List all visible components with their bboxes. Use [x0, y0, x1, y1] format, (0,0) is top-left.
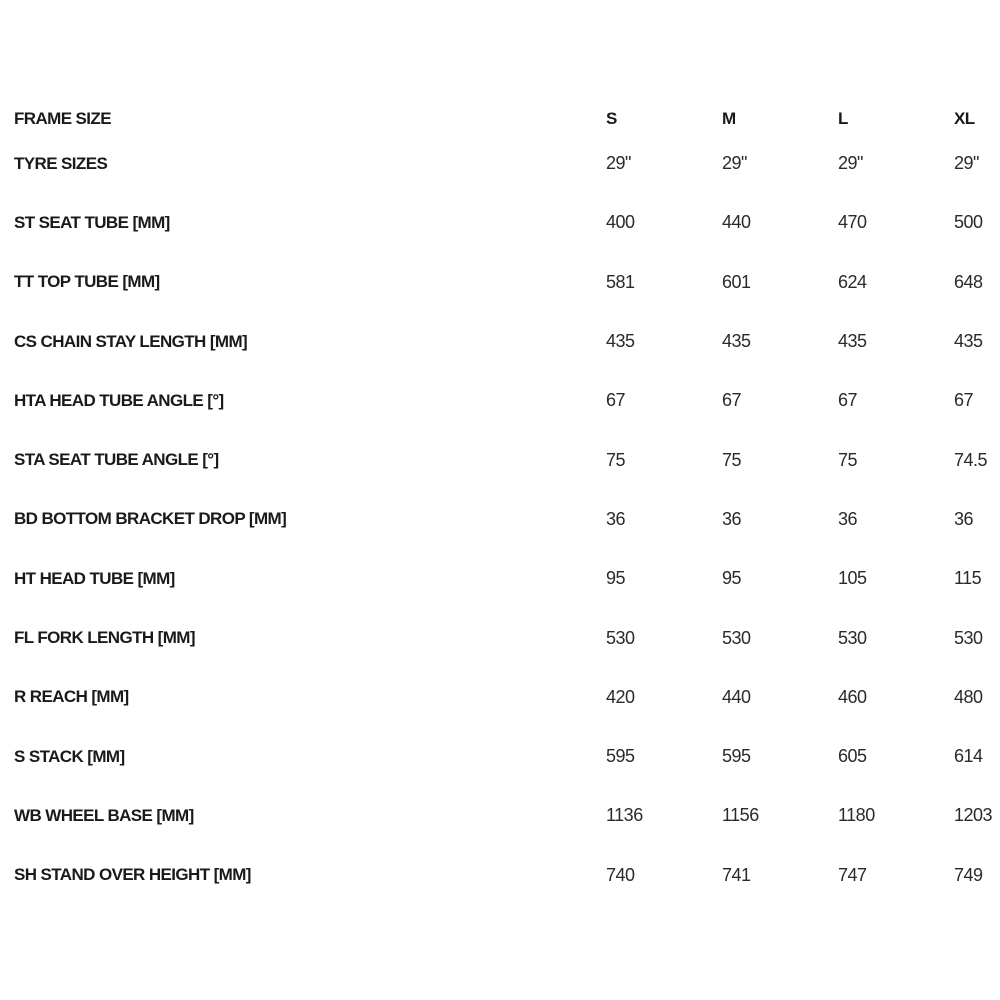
value-cell-m: 1156	[722, 805, 759, 826]
value-cell-s: 1136	[606, 805, 643, 826]
table-row	[14, 253, 1000, 312]
row-label: TT TOP TUBE [MM]	[14, 272, 160, 292]
value-cell-s: 740	[606, 864, 635, 885]
value-cell-l: 624	[838, 271, 867, 292]
row-label: CS CHAIN STAY LENGTH [MM]	[14, 331, 248, 351]
value-cell-xl: 480	[954, 686, 983, 707]
table-row	[14, 134, 1000, 193]
value-cell-s: 75	[606, 449, 626, 470]
table-row	[14, 371, 1000, 430]
table-body	[14, 134, 1000, 905]
value-cell-l: 36	[838, 508, 858, 529]
value-cell-xl: 500	[954, 212, 983, 233]
value-cell-xl: 36	[954, 508, 974, 529]
value-cell-m: 67	[722, 390, 742, 411]
row-label: TYRE SIZES	[14, 153, 108, 173]
row-label: FL FORK LENGTH [MM]	[14, 628, 195, 648]
row-label: HTA HEAD TUBE ANGLE [°]	[14, 390, 224, 410]
row-label: WB WHEEL BASE [MM]	[14, 805, 194, 825]
table-row	[14, 608, 1000, 667]
frame-geometry-table	[14, 104, 1000, 905]
table-row	[14, 786, 1000, 845]
row-label: STA SEAT TUBE ANGLE [°]	[14, 450, 219, 470]
value-cell-m: 530	[722, 627, 751, 648]
table-row	[14, 312, 1000, 371]
value-cell-s: 95	[606, 568, 626, 589]
table-row	[14, 490, 1000, 549]
value-cell-xl: 435	[954, 331, 983, 352]
header-size-xl: XL	[954, 109, 975, 128]
value-cell-xl: 614	[954, 746, 983, 767]
value-cell-m: 36	[722, 508, 742, 529]
value-cell-l: 29"	[838, 153, 863, 174]
value-cell-m: 29"	[722, 153, 747, 174]
value-cell-xl: 74.5	[954, 449, 988, 470]
value-cell-m: 440	[722, 212, 751, 233]
header-size-s: S	[606, 109, 617, 128]
table-row	[14, 430, 1000, 489]
table-row	[14, 193, 1000, 252]
value-cell-s: 67	[606, 390, 626, 411]
value-cell-l: 435	[838, 331, 867, 352]
value-cell-m: 601	[722, 271, 751, 292]
table-row	[14, 668, 1000, 727]
row-label: ST SEAT TUBE [MM]	[14, 212, 170, 232]
row-label: SH STAND OVER HEIGHT [MM]	[14, 865, 251, 885]
table-row	[14, 727, 1000, 786]
row-label: BD BOTTOM BRACKET DROP [MM]	[14, 509, 287, 529]
value-cell-s: 435	[606, 331, 635, 352]
value-cell-s: 400	[606, 212, 635, 233]
value-cell-l: 75	[838, 449, 858, 470]
value-cell-l: 470	[838, 212, 867, 233]
value-cell-l: 105	[838, 568, 867, 589]
row-label: S STACK [MM]	[14, 746, 125, 766]
value-cell-m: 595	[722, 746, 751, 767]
value-cell-m: 435	[722, 331, 751, 352]
value-cell-s: 530	[606, 627, 635, 648]
value-cell-xl: 1203	[954, 805, 993, 826]
value-cell-s: 595	[606, 746, 635, 767]
value-cell-m: 75	[722, 449, 742, 470]
value-cell-m: 440	[722, 686, 751, 707]
value-cell-m: 741	[722, 864, 751, 885]
value-cell-xl: 115	[954, 568, 982, 589]
row-label: HT HEAD TUBE [MM]	[14, 568, 175, 588]
value-cell-s: 420	[606, 686, 635, 707]
header-label: FRAME SIZE	[14, 109, 111, 128]
value-cell-s: 36	[606, 508, 626, 529]
value-cell-xl: 67	[954, 390, 974, 411]
header-size-m: M	[722, 109, 736, 128]
table-row	[14, 846, 1000, 905]
value-cell-xl: 29"	[954, 153, 979, 174]
value-cell-s: 29"	[606, 153, 631, 174]
table-header-row	[14, 104, 1000, 134]
value-cell-l: 747	[838, 864, 867, 885]
value-cell-l: 460	[838, 686, 867, 707]
value-cell-s: 581	[606, 271, 635, 292]
value-cell-l: 67	[838, 390, 858, 411]
value-cell-l: 1180	[838, 805, 875, 826]
value-cell-xl: 749	[954, 864, 983, 885]
row-label: R REACH [MM]	[14, 687, 129, 707]
value-cell-l: 530	[838, 627, 867, 648]
value-cell-l: 605	[838, 746, 867, 767]
value-cell-m: 95	[722, 568, 742, 589]
value-cell-xl: 648	[954, 271, 983, 292]
table-row	[14, 549, 1000, 608]
header-size-l: L	[838, 109, 848, 128]
value-cell-xl: 530	[954, 627, 983, 648]
